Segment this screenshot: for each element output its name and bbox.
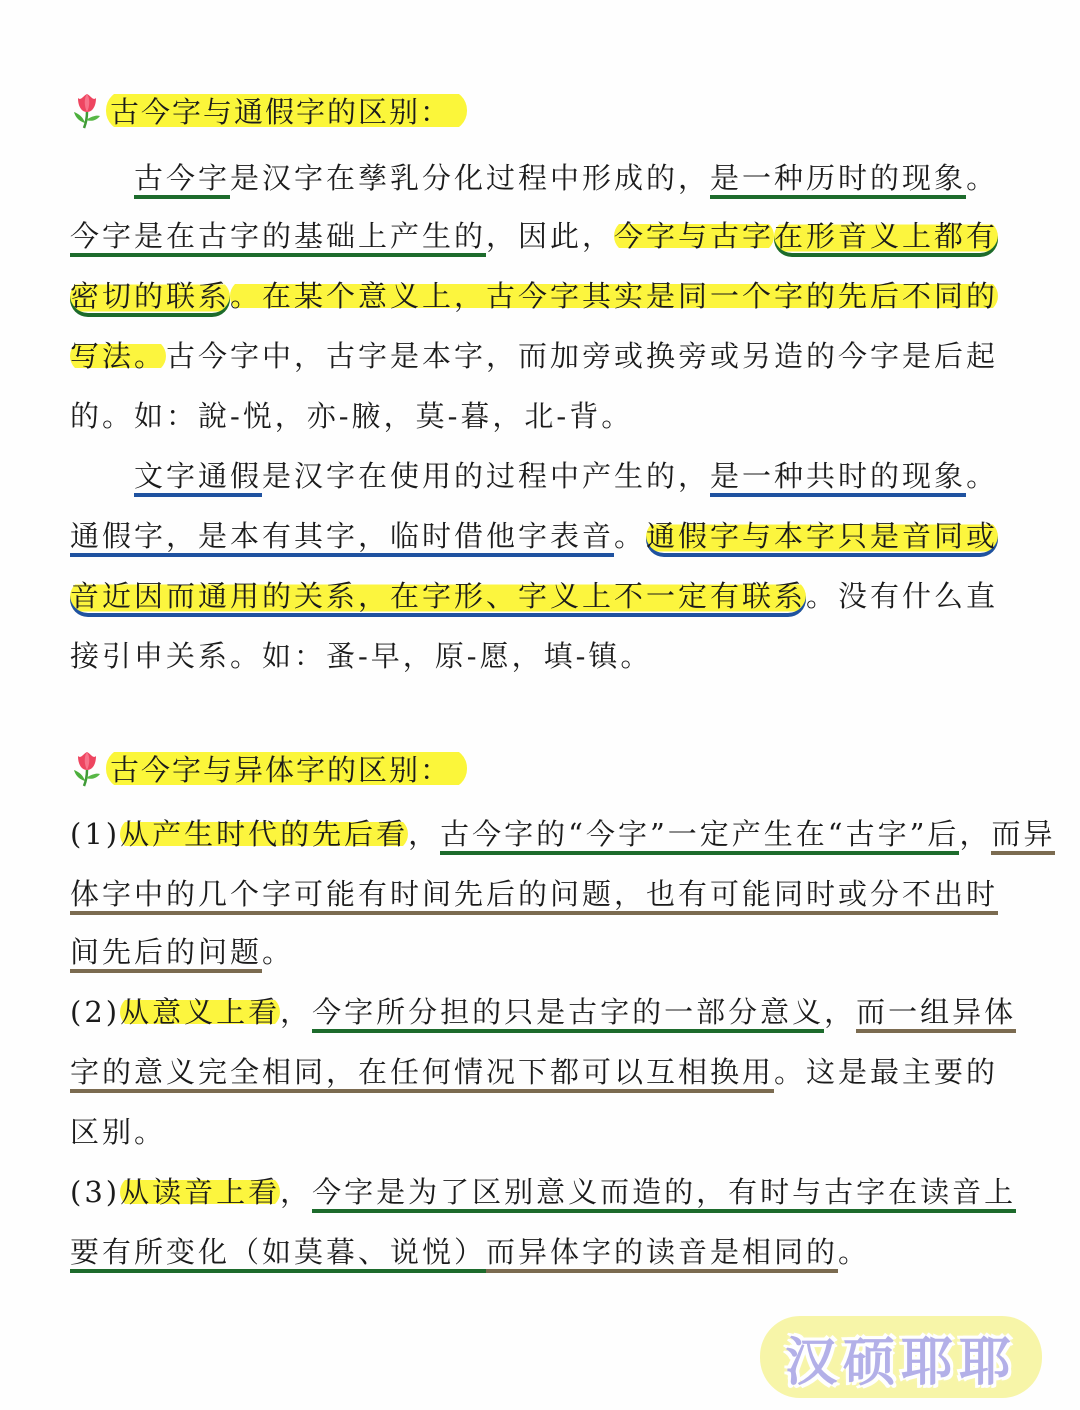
text-segment: 古今字中，古字是本字，而加旁或换旁或另造的今字是后起 [166, 339, 999, 373]
text-segment: 在形音义上都有 [774, 219, 998, 257]
text-segment [70, 459, 134, 493]
heading-2-text: 古今字与异体字的区别： [106, 748, 467, 789]
text-segment: 体字中的几个字可能有时间先后的问题，也有可能同时或分不出时 [70, 877, 998, 915]
text-segment: 而异 [991, 817, 1055, 855]
text-segment: 是汉字在使用的过程中产生的， [262, 459, 711, 493]
text-segment: 间先后的问题 [70, 935, 262, 973]
heading-1-text: 古今字与通假字的区别： [106, 90, 467, 131]
text-line [70, 566, 998, 626]
text-segment: 而异体字的读音是相同的 [486, 1235, 838, 1273]
text-segment: ，因此， [486, 219, 615, 253]
text-line [70, 626, 652, 686]
text-segment: 。 [966, 459, 999, 493]
text-segment: 是一种共时的现象 [710, 459, 966, 497]
text-segment: 接引申关系。如：蚤-早，原-愿，填-镇。 [70, 639, 653, 673]
text-segment: 是一种历时的现象 [710, 161, 966, 199]
text-segment: (2) [70, 995, 121, 1029]
text-segment: 今字所分担的只是古字的一部分意义 [312, 995, 824, 1033]
text-segment: 。没有什么直 [806, 579, 999, 613]
text-segment: 古今字的“今字”一定产生在“古字”后 [440, 817, 959, 855]
text-segment: 通假字，是本有其字，临时借他字表音 [70, 519, 614, 557]
text-segment: (1) [70, 817, 121, 851]
text-segment: 的。如：說-悦，亦-腋，莫-暮，北-背。 [70, 399, 634, 433]
tulip-icon [70, 748, 104, 788]
text-line [70, 148, 998, 208]
text-line [70, 1042, 998, 1102]
text-segment: 是汉字在孳乳分化过程中形成的， [230, 161, 711, 195]
text-segment: 通假字与本字只是音同或 [646, 519, 998, 557]
text-segment: 。 [614, 519, 647, 553]
text-line [70, 1222, 870, 1282]
heading-2 [70, 744, 467, 792]
text-line [70, 506, 998, 566]
watermark-text: 汉硕耶耶 [784, 1332, 1017, 1393]
text-segment [70, 161, 134, 195]
text-segment: 今字是在古字的基础上产生的 [70, 219, 486, 257]
text-segment: ， [280, 1175, 313, 1209]
text-line [70, 266, 998, 326]
text-line [70, 206, 998, 266]
text-segment: ， [824, 995, 857, 1029]
text-line [70, 326, 998, 386]
text-segment: ， [959, 817, 992, 851]
text-segment: 写法。 [70, 339, 167, 373]
text-segment: 。在某个意义上，古今字其实是同一个字的先后不同的 [230, 279, 999, 313]
text-segment: 。 [838, 1235, 871, 1269]
text-segment: 今字是为了区别意义而造的，有时与古字在读音上 [312, 1175, 1016, 1213]
text-segment: 要有所变化（如莫暮、说悦） [70, 1235, 486, 1273]
text-segment: 。 [966, 161, 999, 195]
text-segment: ， [280, 995, 313, 1029]
text-segment: ， [408, 817, 441, 851]
text-segment: 今字与古字 [614, 219, 775, 253]
text-segment: 从产生时代的先后看 [120, 817, 409, 851]
text-segment: 字的意义完全相同，在任何情况下都可以互相换用 [70, 1055, 774, 1093]
text-segment: 从意义上看 [120, 995, 281, 1029]
text-segment: (3) [70, 1175, 121, 1209]
text-line [70, 446, 998, 506]
text-line [70, 1102, 166, 1162]
text-segment: 区别。 [70, 1115, 167, 1149]
text-line [70, 922, 294, 982]
text-segment: 文字通假 [134, 459, 262, 497]
text-segment: 音近因而通用的关系，在字形、字义上不一定有联系 [70, 579, 806, 617]
text-line [70, 982, 1016, 1042]
text-line [70, 386, 633, 446]
tulip-icon [70, 90, 104, 130]
watermark-stamp [760, 1316, 1042, 1398]
text-segment: 。 [262, 935, 295, 969]
text-segment: 古今字 [134, 161, 230, 199]
text-line [70, 1162, 1016, 1222]
text-segment: 而一组异体 [856, 995, 1016, 1033]
text-segment: 从读音上看 [120, 1175, 281, 1209]
text-segment: 。这是最主要的 [774, 1055, 999, 1089]
text-line [70, 804, 1055, 864]
text-segment: 密切的联系 [70, 279, 230, 317]
heading-1 [70, 86, 467, 134]
text-line [70, 864, 998, 924]
